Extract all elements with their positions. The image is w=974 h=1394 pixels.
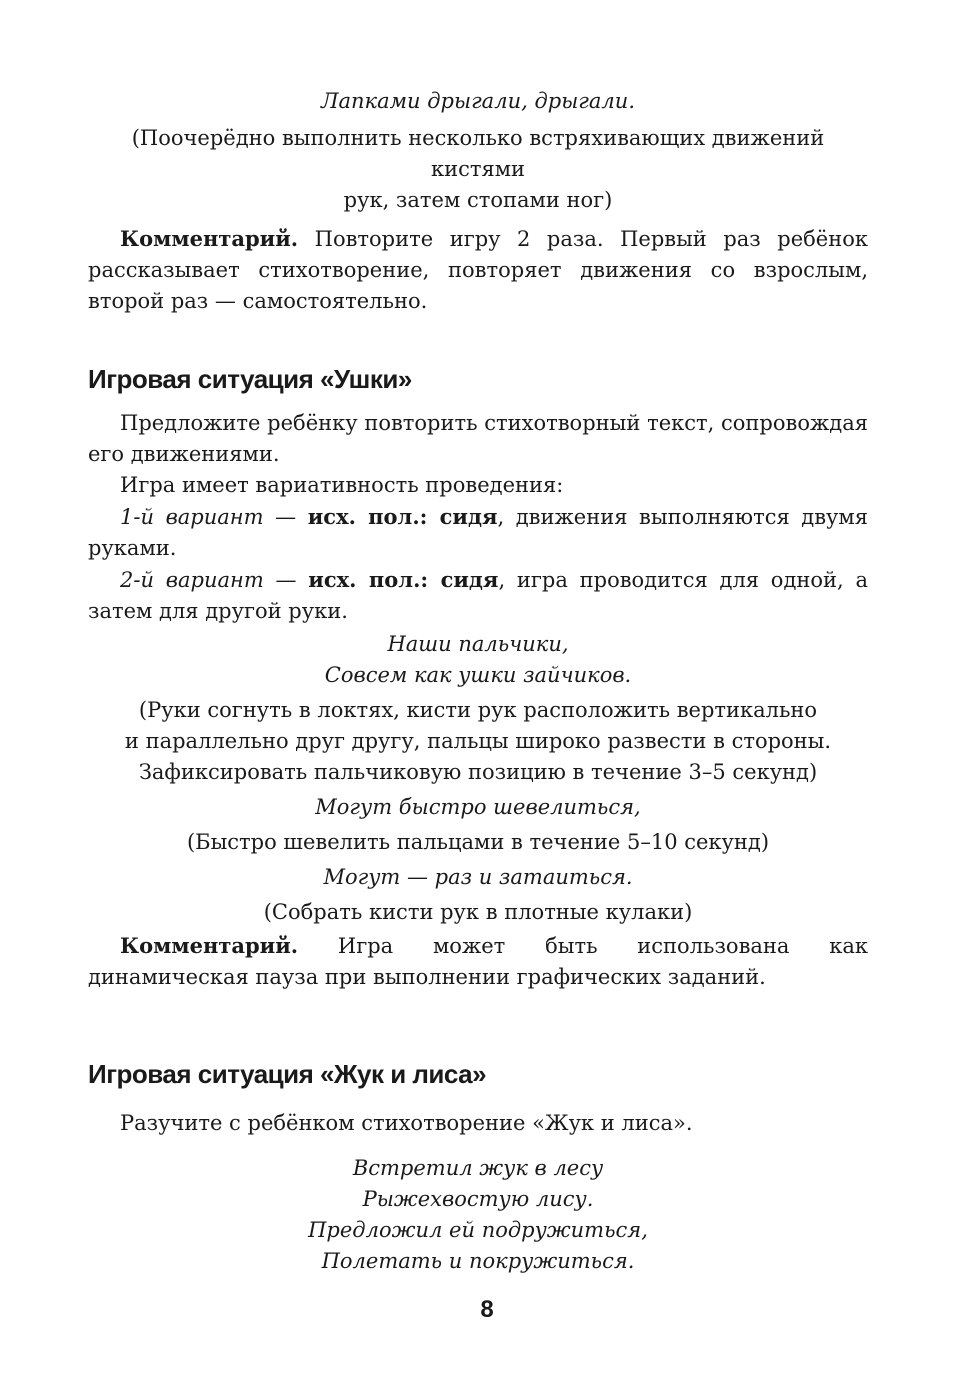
variant-1-label: 1-й вариант	[120, 505, 264, 529]
verse-line: Лапками дрыгали, дрыгали.	[320, 89, 636, 113]
page-number: 8	[480, 1296, 494, 1323]
verse-line: Встретил жук в лесу	[352, 1156, 604, 1180]
comment-paragraph	[88, 930, 868, 993]
stage-direction-line: (Руки согнуть в локтях, кисти рук расположить вертикально	[138, 698, 818, 722]
document-page	[88, 86, 868, 1277]
comment-text: Повторите игру 2 раза. Первый раз ребёнок рассказывает стихотворение, повторяет движения со взрослым, второй раз — самостоятельно.	[88, 227, 868, 313]
variant-2-label: 2-й вариант	[120, 568, 264, 592]
variant-2-position: исх. пол.: сидя	[308, 567, 499, 592]
comment-label: Комментарий.	[120, 933, 299, 958]
verse-line: Предложил ей подружиться,	[308, 1218, 648, 1242]
stage-direction	[88, 123, 868, 216]
stage-direction-line: Зафиксировать пальчиковую позицию в течение 3–5 секунд)	[138, 760, 818, 784]
verse-line: Могут — раз и затаиться.	[323, 865, 633, 889]
intro-paragraph: Предложите ребёнку повторить стихотворный текст, сопровождая его движениями.	[88, 411, 868, 466]
comment-text: Игра может быть использована как динамическая пауза при выполнении графических заданий.	[88, 934, 868, 989]
verse-line: Полетать и покружиться.	[321, 1249, 635, 1273]
variant-1-paragraph	[88, 501, 868, 564]
verse-line: Наши пальчики,	[387, 632, 569, 656]
variant-1-dash: —	[263, 505, 308, 529]
variant-1-text: , движения выполняются двумя руками.	[88, 505, 868, 560]
verse-block	[88, 629, 868, 691]
comment-label: Комментарий.	[120, 226, 299, 251]
variant-2-dash: —	[263, 568, 309, 592]
variant-2-paragraph	[88, 564, 868, 627]
variant-1-position: исх. пол.: сидя	[307, 504, 498, 529]
stage-direction	[88, 695, 868, 788]
verse-line: Могут быстро шевелиться,	[315, 795, 641, 819]
section-heading-ushki: Игровая ситуация «Ушки»	[88, 364, 412, 394]
verse-block	[88, 1153, 868, 1277]
stage-direction-line: и параллельно друг другу, пальцы широко развести в стороны.	[124, 729, 832, 753]
intro-paragraph: Разучите с ребёнком стихотворение «Жук и лиса».	[120, 1111, 693, 1135]
stage-direction: (Быстро шевелить пальцами в течение 5–10 секунд)	[186, 830, 770, 854]
section-heading-zhuk: Игровая ситуация «Жук и лиса»	[88, 1059, 487, 1089]
stage-direction-line: (Поочерёдно выполнить несколько встряхивающих движений кистями	[131, 126, 825, 181]
variability-paragraph: Игра имеет вариативность проведения:	[120, 473, 564, 497]
variant-2-text: , игра проводится для одной, а затем для другой руки.	[88, 568, 868, 623]
stage-direction: (Собрать кисти рук в плотные кулаки)	[263, 900, 693, 924]
verse-line: Рыжехвостую лису.	[362, 1187, 594, 1211]
verse-line: Совсем как ушки зайчиков.	[324, 663, 632, 687]
comment-paragraph	[88, 223, 868, 317]
stage-direction-line: рук, затем стопами ног)	[343, 188, 613, 212]
